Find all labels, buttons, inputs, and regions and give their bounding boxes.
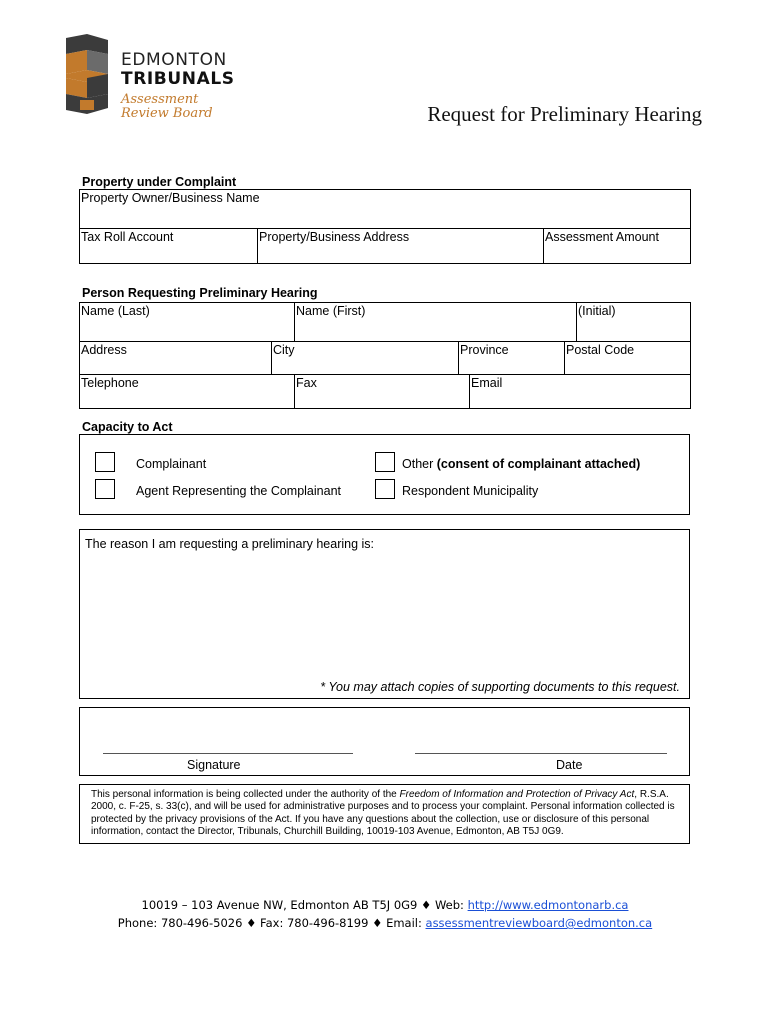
agent-label: Agent Representing the Complainant xyxy=(136,484,341,498)
property-owner-field[interactable] xyxy=(79,189,691,229)
fax-field[interactable] xyxy=(294,374,470,409)
privacy-text-2: , R.S.A. 2000, c. F-25, s. 33(c), and will be used for administrative purposes and to process your complaint. Personal information collected is protected by the privacy provisions of the Act. If you have any questions about the collection, use or disclosure of this personal information, contact the Director, Tribunals, Churchill Building, 10019-103 Avenue, Edmonton, AB T5J 0G9. xyxy=(91,789,675,837)
province-label: Province xyxy=(460,343,509,357)
postal-code-field[interactable] xyxy=(564,341,691,375)
footer-address: 10019 – 103 Avenue NW, Edmonton AB T5J 0G9 ♦ Web: xyxy=(141,898,468,912)
capacity-box xyxy=(79,434,690,515)
city-field[interactable] xyxy=(271,341,459,375)
agent-checkbox[interactable] xyxy=(95,479,115,499)
other-checkbox[interactable] xyxy=(375,452,395,472)
address-field[interactable] xyxy=(79,341,272,375)
logo-text-review-board: Review Board xyxy=(121,106,213,121)
footer-email-link[interactable]: assessmentreviewboard@edmonton.ca xyxy=(425,916,653,930)
province-field[interactable] xyxy=(458,341,565,375)
signature-label: Signature xyxy=(187,758,241,772)
respondent-checkbox[interactable] xyxy=(375,479,395,499)
date-label: Date xyxy=(556,758,583,772)
property-section-title: Property under Complaint xyxy=(82,175,237,189)
person-section-title: Person Requesting Preliminary Hearing xyxy=(82,286,318,300)
logo-text-assessment: Assessment xyxy=(121,92,199,107)
fax-label: Fax xyxy=(296,376,317,390)
privacy-notice xyxy=(91,789,681,838)
telephone-label: Telephone xyxy=(81,376,139,390)
tax-roll-field[interactable] xyxy=(79,228,258,264)
property-address-label: Property/Business Address xyxy=(259,230,410,244)
page-title: Request for Preliminary Hearing xyxy=(427,102,702,126)
email-field[interactable] xyxy=(469,374,691,409)
privacy-act-name: Freedom of Information and Protection of Privacy Act xyxy=(399,789,635,800)
reason-note: * You may attach copies of supporting documents to this request. xyxy=(320,680,680,694)
last-name-label: Name (Last) xyxy=(81,304,150,318)
logo-text-edmonton: EDMONTON xyxy=(121,50,227,70)
signature-line[interactable] xyxy=(103,753,353,754)
assessment-amount-label: Assessment Amount xyxy=(545,230,659,244)
initial-label: (Initial) xyxy=(578,304,616,318)
footer-contact: Phone: 780-496-5026 ♦ Fax: 780-496-8199 ♦ Email: xyxy=(117,916,426,930)
other-label xyxy=(402,457,640,471)
last-name-field[interactable] xyxy=(79,302,295,342)
city-label: City xyxy=(273,343,295,357)
complainant-label: Complainant xyxy=(136,457,207,471)
email-label: Email xyxy=(471,376,503,390)
logo-text-tribunals: TRIBUNALS xyxy=(121,69,235,89)
reason-label: The reason I am requesting a preliminary hearing is: xyxy=(85,537,375,551)
capacity-section-title: Capacity to Act xyxy=(82,420,173,434)
reason-textarea[interactable] xyxy=(79,529,690,699)
first-name-label: Name (First) xyxy=(296,304,366,318)
other-label-consent: (consent of complainant attached) xyxy=(436,457,641,471)
telephone-field[interactable] xyxy=(79,374,295,409)
postal-code-label: Postal Code xyxy=(566,343,635,357)
first-name-field[interactable] xyxy=(294,302,577,342)
property-owner-label: Property Owner/Business Name xyxy=(81,191,260,205)
initial-field[interactable] xyxy=(576,302,691,342)
respondent-label: Respondent Municipality xyxy=(402,484,539,498)
footer-address-line xyxy=(0,898,770,912)
address-label: Address xyxy=(81,343,127,357)
other-label-prefix: Other xyxy=(402,457,437,471)
edmonton-tribunals-logo-icon xyxy=(66,34,108,114)
privacy-text-1: This personal information is being collected under the authority of the xyxy=(91,789,400,800)
signature-box xyxy=(79,707,690,776)
date-line[interactable] xyxy=(415,753,667,754)
assessment-amount-field[interactable] xyxy=(543,228,691,264)
footer-web-link[interactable]: http://www.edmontonarb.ca xyxy=(467,898,629,912)
tax-roll-label: Tax Roll Account xyxy=(81,230,174,244)
footer-contact-line xyxy=(0,916,770,930)
complainant-checkbox[interactable] xyxy=(95,452,115,472)
property-address-field[interactable] xyxy=(257,228,544,264)
